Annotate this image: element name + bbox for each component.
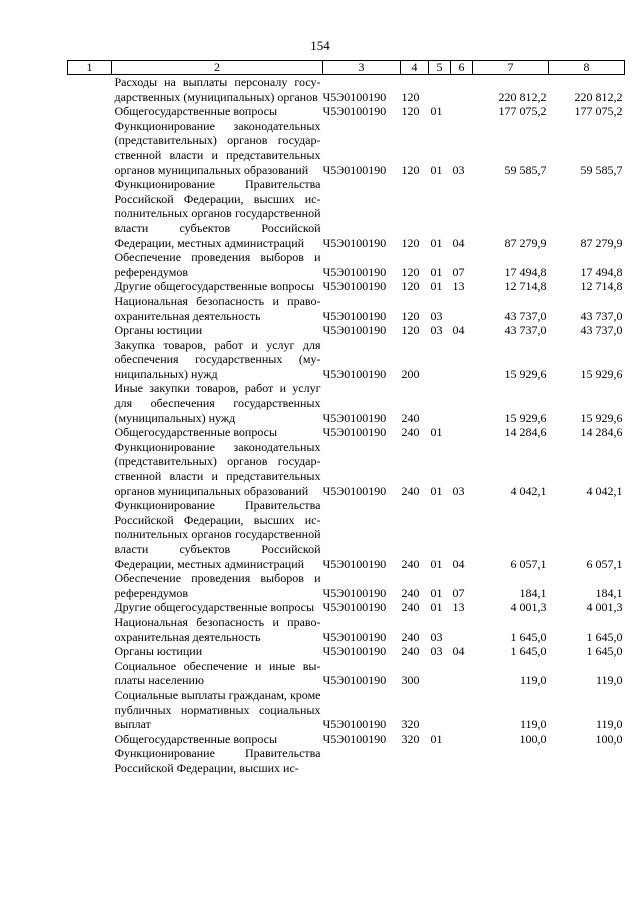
expense-type-code: 240: [401, 600, 420, 615]
subsection-code: 04: [452, 323, 465, 338]
subsection-code: 04: [452, 644, 465, 659]
amount-col-7: 87 279,9: [504, 235, 547, 250]
table-row: [68, 498, 625, 571]
row-number-cell: [68, 571, 112, 600]
row-number-cell: [68, 425, 112, 440]
amount-col-8: 1 645,0: [586, 629, 623, 644]
table-row: [68, 323, 625, 338]
row-number-cell: [68, 659, 112, 688]
expense-type-code: 120: [401, 235, 420, 250]
header-col-4: 4: [401, 61, 429, 75]
section-code: [429, 75, 451, 105]
subsection-code: [451, 381, 473, 425]
expense-type-code: 120: [401, 104, 420, 119]
expense-type-code: 120: [401, 162, 420, 177]
amount-col-7: 6 057,1: [510, 556, 547, 571]
amount-col-7: 4 042,1: [510, 483, 547, 498]
row-number-cell: [68, 732, 112, 747]
row-number-cell: [68, 498, 112, 571]
table-row: [68, 644, 625, 659]
section-code: 01: [430, 162, 443, 177]
subsection-code: [451, 425, 473, 440]
target-article-code: Ч5Э0100190: [322, 89, 387, 104]
row-number-cell: [68, 381, 112, 425]
section-code: 01: [430, 235, 443, 250]
amount-col-8: 43 737,0: [580, 323, 623, 338]
item-name: Другие общегосударственные вопросы: [114, 279, 315, 294]
amount-col-8: 15 929,6: [580, 410, 623, 425]
item-name: Другие общегосударственные вопросы: [114, 600, 315, 615]
subsection-code: 03: [452, 483, 465, 498]
target-article-code: Ч5Э0100190: [322, 556, 387, 571]
target-article-code: Ч5Э0100190: [322, 731, 387, 746]
subsection-code: 04: [452, 235, 465, 250]
row-number-cell: [68, 119, 112, 177]
amount-col-7: 184,1: [519, 585, 547, 600]
amount-col-8: [549, 746, 625, 775]
section-code: [429, 659, 451, 688]
table-row: [68, 294, 625, 323]
header-col-8: 8: [549, 61, 625, 75]
amount-col-8: 12 714,8: [580, 279, 623, 294]
amount-col-8: 100,0: [595, 731, 623, 746]
table-header: [68, 61, 625, 75]
row-number-cell: [68, 746, 112, 775]
expense-type-code: 120: [401, 308, 420, 323]
target-article-code: Ч5Э0100190: [322, 279, 387, 294]
subsection-code: 04: [452, 556, 465, 571]
amount-col-7: 15 929,6: [504, 410, 547, 425]
row-number-cell: [68, 323, 112, 338]
subsection-code: [451, 732, 473, 747]
item-name: Функционирование законодательных (представительных) органов государственной власти и представительных органов муниципальных образований: [114, 118, 321, 177]
item-name: Иные закупки товаров, работ и услуг для обеспечения государственных (муниципальных) нужд: [114, 381, 321, 425]
table-row: [68, 250, 625, 279]
amount-col-7: 43 737,0: [504, 308, 547, 323]
subsection-code: [451, 615, 473, 644]
table-row: [68, 279, 625, 294]
expense-type-code: 240: [401, 556, 420, 571]
amount-col-7: 4 001,3: [510, 600, 547, 615]
item-name: Национальная безопасность и правоохранительная деятельность: [114, 293, 321, 323]
expense-type-code: 240: [401, 629, 420, 644]
target-article-code: Ч5Э0100190: [322, 366, 387, 381]
target-article-code: Ч5Э0100190: [322, 629, 387, 644]
row-number-cell: [68, 600, 112, 615]
target-article-code: Ч5Э0100190: [322, 600, 387, 615]
table-row: [68, 571, 625, 600]
target-article-code: Ч5Э0100190: [322, 425, 387, 440]
amount-col-7: [473, 746, 549, 775]
row-number-cell: [68, 615, 112, 644]
subsection-code: [451, 688, 473, 732]
expense-type-code: 240: [401, 585, 420, 600]
amount-col-7: 1 645,0: [510, 644, 547, 659]
amount-col-8: 177 075,2: [574, 104, 623, 119]
row-number-cell: [68, 250, 112, 279]
subsection-code: 13: [452, 600, 465, 615]
table-row: [68, 338, 625, 382]
table-row: [68, 104, 625, 119]
subsection-code: 07: [452, 264, 465, 279]
section-code: 01: [430, 264, 443, 279]
target-article-code: Ч5Э0100190: [322, 162, 387, 177]
item-name: Закупка товаров, работ и услуг для обеспечения государственных (муниципальных) нужд: [114, 337, 321, 381]
amount-col-7: 12 714,8: [504, 279, 547, 294]
table-row: [68, 688, 625, 732]
item-name: Общегосударственные вопросы: [114, 731, 278, 746]
header-col-5: 5: [429, 61, 451, 75]
page-number: 154: [310, 38, 330, 53]
target-article-code: Ч5Э0100190: [322, 104, 387, 119]
section-code: 01: [430, 425, 443, 440]
item-name: Обеспечение проведения выборов и референдумов: [114, 571, 321, 600]
table-row: [68, 659, 625, 688]
row-number-cell: [68, 75, 112, 105]
expense-type-code: 200: [401, 366, 420, 381]
item-name: Социальное обеспечение и иные выплаты населению: [114, 658, 321, 688]
expense-type-code: [401, 746, 429, 775]
expense-type-code: 240: [401, 425, 420, 440]
target-article-code: Ч5Э0100190: [322, 673, 387, 688]
header-col-6: 6: [451, 61, 473, 75]
target-article-code: Ч5Э0100190: [322, 264, 387, 279]
expense-type-code: 320: [401, 731, 420, 746]
table-row: [68, 75, 625, 105]
item-name: Общегосударственные вопросы: [114, 425, 278, 440]
amount-col-7: 15 929,6: [504, 366, 547, 381]
target-article-code: Ч5Э0100190: [322, 410, 387, 425]
amount-col-7: 59 585,7: [504, 162, 547, 177]
item-name: Национальная безопасность и правоохранительная деятельность: [114, 614, 321, 644]
amount-col-7: 14 284,6: [504, 425, 547, 440]
amount-col-7: 43 737,0: [504, 323, 547, 338]
section-code: 01: [430, 556, 443, 571]
target-article-code: Ч5Э0100190: [322, 235, 387, 250]
table-row: [68, 732, 625, 747]
target-article-code: Ч5Э0100190: [322, 323, 387, 338]
section-code: [429, 688, 451, 732]
amount-col-8: 184,1: [595, 585, 623, 600]
row-number-cell: [68, 688, 112, 732]
row-number-cell: [68, 294, 112, 323]
amount-col-8: 220 812,2: [574, 89, 623, 104]
expense-type-code: 300: [401, 673, 420, 688]
item-name: Органы юстиции: [114, 323, 203, 338]
target-article-code: Ч5Э0100190: [322, 644, 387, 659]
amount-col-8: 15 929,6: [580, 366, 623, 381]
item-name: Общегосударственные вопросы: [114, 104, 278, 119]
target-article-code: Ч5Э0100190: [322, 717, 387, 732]
section-code: [429, 746, 451, 775]
amount-col-7: 17 494,8: [504, 264, 547, 279]
section-code: 01: [430, 585, 443, 600]
subsection-code: [451, 75, 473, 105]
item-name: Обеспечение проведения выборов и референдумов: [114, 250, 321, 279]
amount-col-8: 1 645,0: [586, 644, 623, 659]
header-col-7: 7: [473, 61, 549, 75]
section-code: 01: [430, 731, 443, 746]
expense-type-code: 240: [401, 410, 420, 425]
section-code: 01: [430, 600, 443, 615]
section-code: [429, 381, 451, 425]
expense-type-code: 120: [401, 89, 420, 104]
amount-col-7: 119,0: [519, 717, 547, 732]
amount-col-8: 4 001,3: [586, 600, 623, 615]
expense-type-code: 240: [401, 644, 420, 659]
section-code: 01: [430, 279, 443, 294]
header-col-3: 3: [323, 61, 401, 75]
row-number-cell: [68, 338, 112, 382]
amount-col-8: 17 494,8: [580, 264, 623, 279]
expense-type-code: 120: [401, 279, 420, 294]
item-name: Органы юстиции: [114, 644, 203, 659]
amount-col-8: 119,0: [595, 673, 623, 688]
section-code: 03: [430, 629, 443, 644]
table-row: [68, 425, 625, 440]
row-number-cell: [68, 440, 112, 498]
row-number-cell: [68, 177, 112, 250]
table-row: [68, 119, 625, 177]
subsection-code: [451, 746, 473, 775]
table-row: [68, 615, 625, 644]
expense-type-code: 320: [401, 717, 420, 732]
item-name: Функционирование Правительства Российской Федерации, высших исполнительных органов государственной власти субъектов Российской Федерации, местных администраций: [114, 177, 321, 250]
item-name: Социальные выплаты гражданам, кроме публичных нормативных социальных выплат: [114, 687, 321, 732]
subsection-code: 03: [452, 162, 465, 177]
table-row: [68, 177, 625, 250]
expense-type-code: 240: [401, 483, 420, 498]
amount-col-8: 119,0: [595, 717, 623, 732]
budget-table: [67, 60, 625, 776]
table-row: [68, 746, 625, 775]
amount-col-8: 87 279,9: [580, 235, 623, 250]
amount-col-7: 1 645,0: [510, 629, 547, 644]
table-row: [68, 440, 625, 498]
section-code: 01: [430, 104, 443, 119]
amount-col-8: 4 042,1: [586, 483, 623, 498]
section-code: 03: [430, 308, 443, 323]
amount-col-7: 119,0: [519, 673, 547, 688]
amount-col-8: 14 284,6: [580, 425, 623, 440]
amount-col-7: 177 075,2: [498, 104, 547, 119]
section-code: 03: [430, 644, 443, 659]
table-row: [68, 381, 625, 425]
subsection-code: [451, 104, 473, 119]
subsection-code: [451, 338, 473, 382]
amount-col-7: 220 812,2: [498, 89, 547, 104]
row-number-cell: [68, 279, 112, 294]
amount-col-8: 43 737,0: [580, 308, 623, 323]
amount-col-8: 59 585,7: [580, 162, 623, 177]
item-name: Функционирование Правительства Российской Федерации, высших исполнительных органов государственной власти субъектов Российской Федерации, местных администраций: [114, 498, 321, 571]
subsection-code: [451, 294, 473, 323]
section-code: [429, 338, 451, 382]
item-name: Функционирование Правительства Российской Федерации, высших ис-: [114, 746, 321, 775]
target-article-code: Ч5Э0100190: [322, 585, 387, 600]
subsection-code: 13: [452, 279, 465, 294]
header-col-1: 1: [68, 61, 112, 75]
item-name: Функционирование законодательных (представительных) органов государственной власти и представительных органов муниципальных образований: [114, 439, 321, 498]
header-col-2: 2: [112, 61, 323, 75]
expense-type-code: 120: [401, 323, 420, 338]
target-article-code: [323, 746, 401, 775]
table-body: [68, 75, 625, 776]
target-article-code: Ч5Э0100190: [322, 483, 387, 498]
section-code: 03: [430, 323, 443, 338]
table-row: [68, 600, 625, 615]
row-number-cell: [68, 104, 112, 119]
amount-col-7: 100,0: [519, 731, 547, 746]
subsection-code: [451, 659, 473, 688]
amount-col-8: 6 057,1: [586, 556, 623, 571]
row-number-cell: [68, 644, 112, 659]
target-article-code: Ч5Э0100190: [322, 308, 387, 323]
subsection-code: 07: [452, 585, 465, 600]
item-name: Расходы на выплаты персоналу государственных (муниципальных) органов: [114, 75, 321, 104]
expense-type-code: 120: [401, 264, 420, 279]
section-code: 01: [430, 483, 443, 498]
